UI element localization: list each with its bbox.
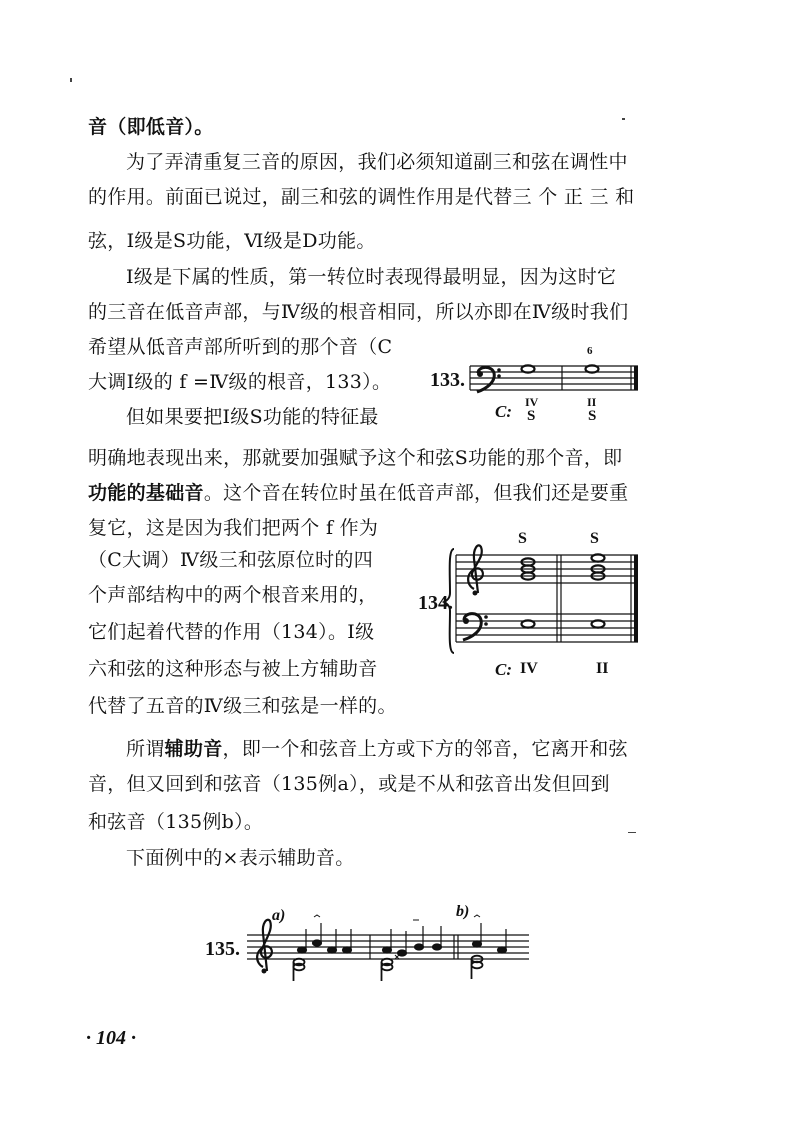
text-line: 音，但又回到和弦音（135例a），或是不从和弦音出发但回到 [88, 773, 610, 795]
scan-speck [70, 78, 72, 82]
text-line: 六和弦的这种形态与被上方辅助音 [88, 658, 378, 680]
page-dot: · [126, 1027, 136, 1049]
example-134-grand-staff [448, 545, 648, 655]
example-135-staff [247, 915, 537, 985]
text-line: 和弦音（135例b）。 [88, 811, 264, 833]
function-label: S [590, 530, 599, 547]
roman-numeral: IV [525, 395, 539, 409]
text-line: 大调Ⅰ级的 f =Ⅳ级的根音，133）。 [88, 371, 392, 393]
roman-numeral: II [587, 395, 597, 409]
page-dot: · [86, 1027, 96, 1049]
text-line: 弦，Ⅰ级是S功能，Ⅵ级是D功能。 [88, 230, 376, 252]
treble-clef-icon [468, 545, 483, 595]
chord-notes [522, 554, 605, 627]
text-line [126, 737, 628, 761]
text-span: 所谓 [126, 738, 165, 760]
text-line: 但如果要把Ⅰ级S功能的特征最 [126, 406, 379, 428]
text-line: 个声部结构中的两个根音来用的， [88, 584, 378, 606]
text-line: （C大调）Ⅳ级三和弦原位时的四 [88, 549, 374, 571]
bass-clef-icon [463, 614, 488, 640]
scan-speck [628, 832, 636, 833]
figured-bass-6: 6 [587, 345, 593, 357]
example-label-a: a) [272, 907, 286, 924]
page-number-value: 104 [96, 1027, 126, 1049]
key-label: C: [495, 402, 512, 421]
scan-speck [622, 118, 625, 120]
roman-numeral: IV [520, 660, 538, 677]
bass-clef-icon [477, 367, 501, 392]
melody-notes [298, 923, 507, 956]
example-133-number: 133. [430, 369, 465, 391]
roman-numeral: II [596, 660, 609, 677]
example-label-b: b) [456, 903, 470, 920]
example-134-number: 134. [418, 592, 453, 614]
text-span: ，即一个和弦音上方或下方的邻音，它离开和弦 [222, 738, 628, 760]
text-line: 明确地表现出来，那就要加强赋予这个和弦S功能的那个音，即 [88, 447, 623, 469]
whole-note [522, 365, 535, 372]
text-line: 下面例中的×表示辅助音。 [126, 847, 355, 869]
bold-term: 辅助音 [164, 738, 223, 760]
example-135-number: 135. [205, 938, 240, 960]
text-line: 为了弄清重复三音的原因，我们必须知道副三和弦在调性中 [126, 151, 628, 173]
text-line: 音（即低音）。 [88, 116, 214, 138]
whole-note [586, 365, 599, 372]
text-line: 复它，这是因为我们把两个 f 作为 [88, 517, 379, 539]
text-line: 代替了五音的Ⅳ级三和弦是一样的。 [88, 695, 397, 717]
text-line: 的作用。前面已说过，副三和弦的调性作用是代替三 个 正 三 和 [88, 186, 635, 208]
text-line: 希望从低音声部所听到的那个音（C [88, 336, 393, 358]
text-line: 的三音在低音声部，与Ⅳ级的根音相同，所以亦即在Ⅳ级时我们 [88, 301, 629, 323]
bold-term: 功能的基础音 [88, 482, 204, 504]
text-line: Ⅰ级是下属的性质，第一转位时表现得最明显，因为这时它 [126, 266, 617, 288]
example-133-staff [470, 360, 640, 400]
key-label: C: [495, 660, 512, 679]
function-label: S [518, 530, 527, 547]
text-line [88, 481, 628, 505]
text-span: 。这个音在转位时虽在低音声部，但我们还是要重 [203, 482, 629, 504]
function-label: S [588, 408, 597, 424]
function-label: S [527, 408, 536, 424]
page-number [86, 1027, 136, 1050]
text-line: 它们起着代替的作用（134）。Ⅰ级 [88, 621, 375, 643]
